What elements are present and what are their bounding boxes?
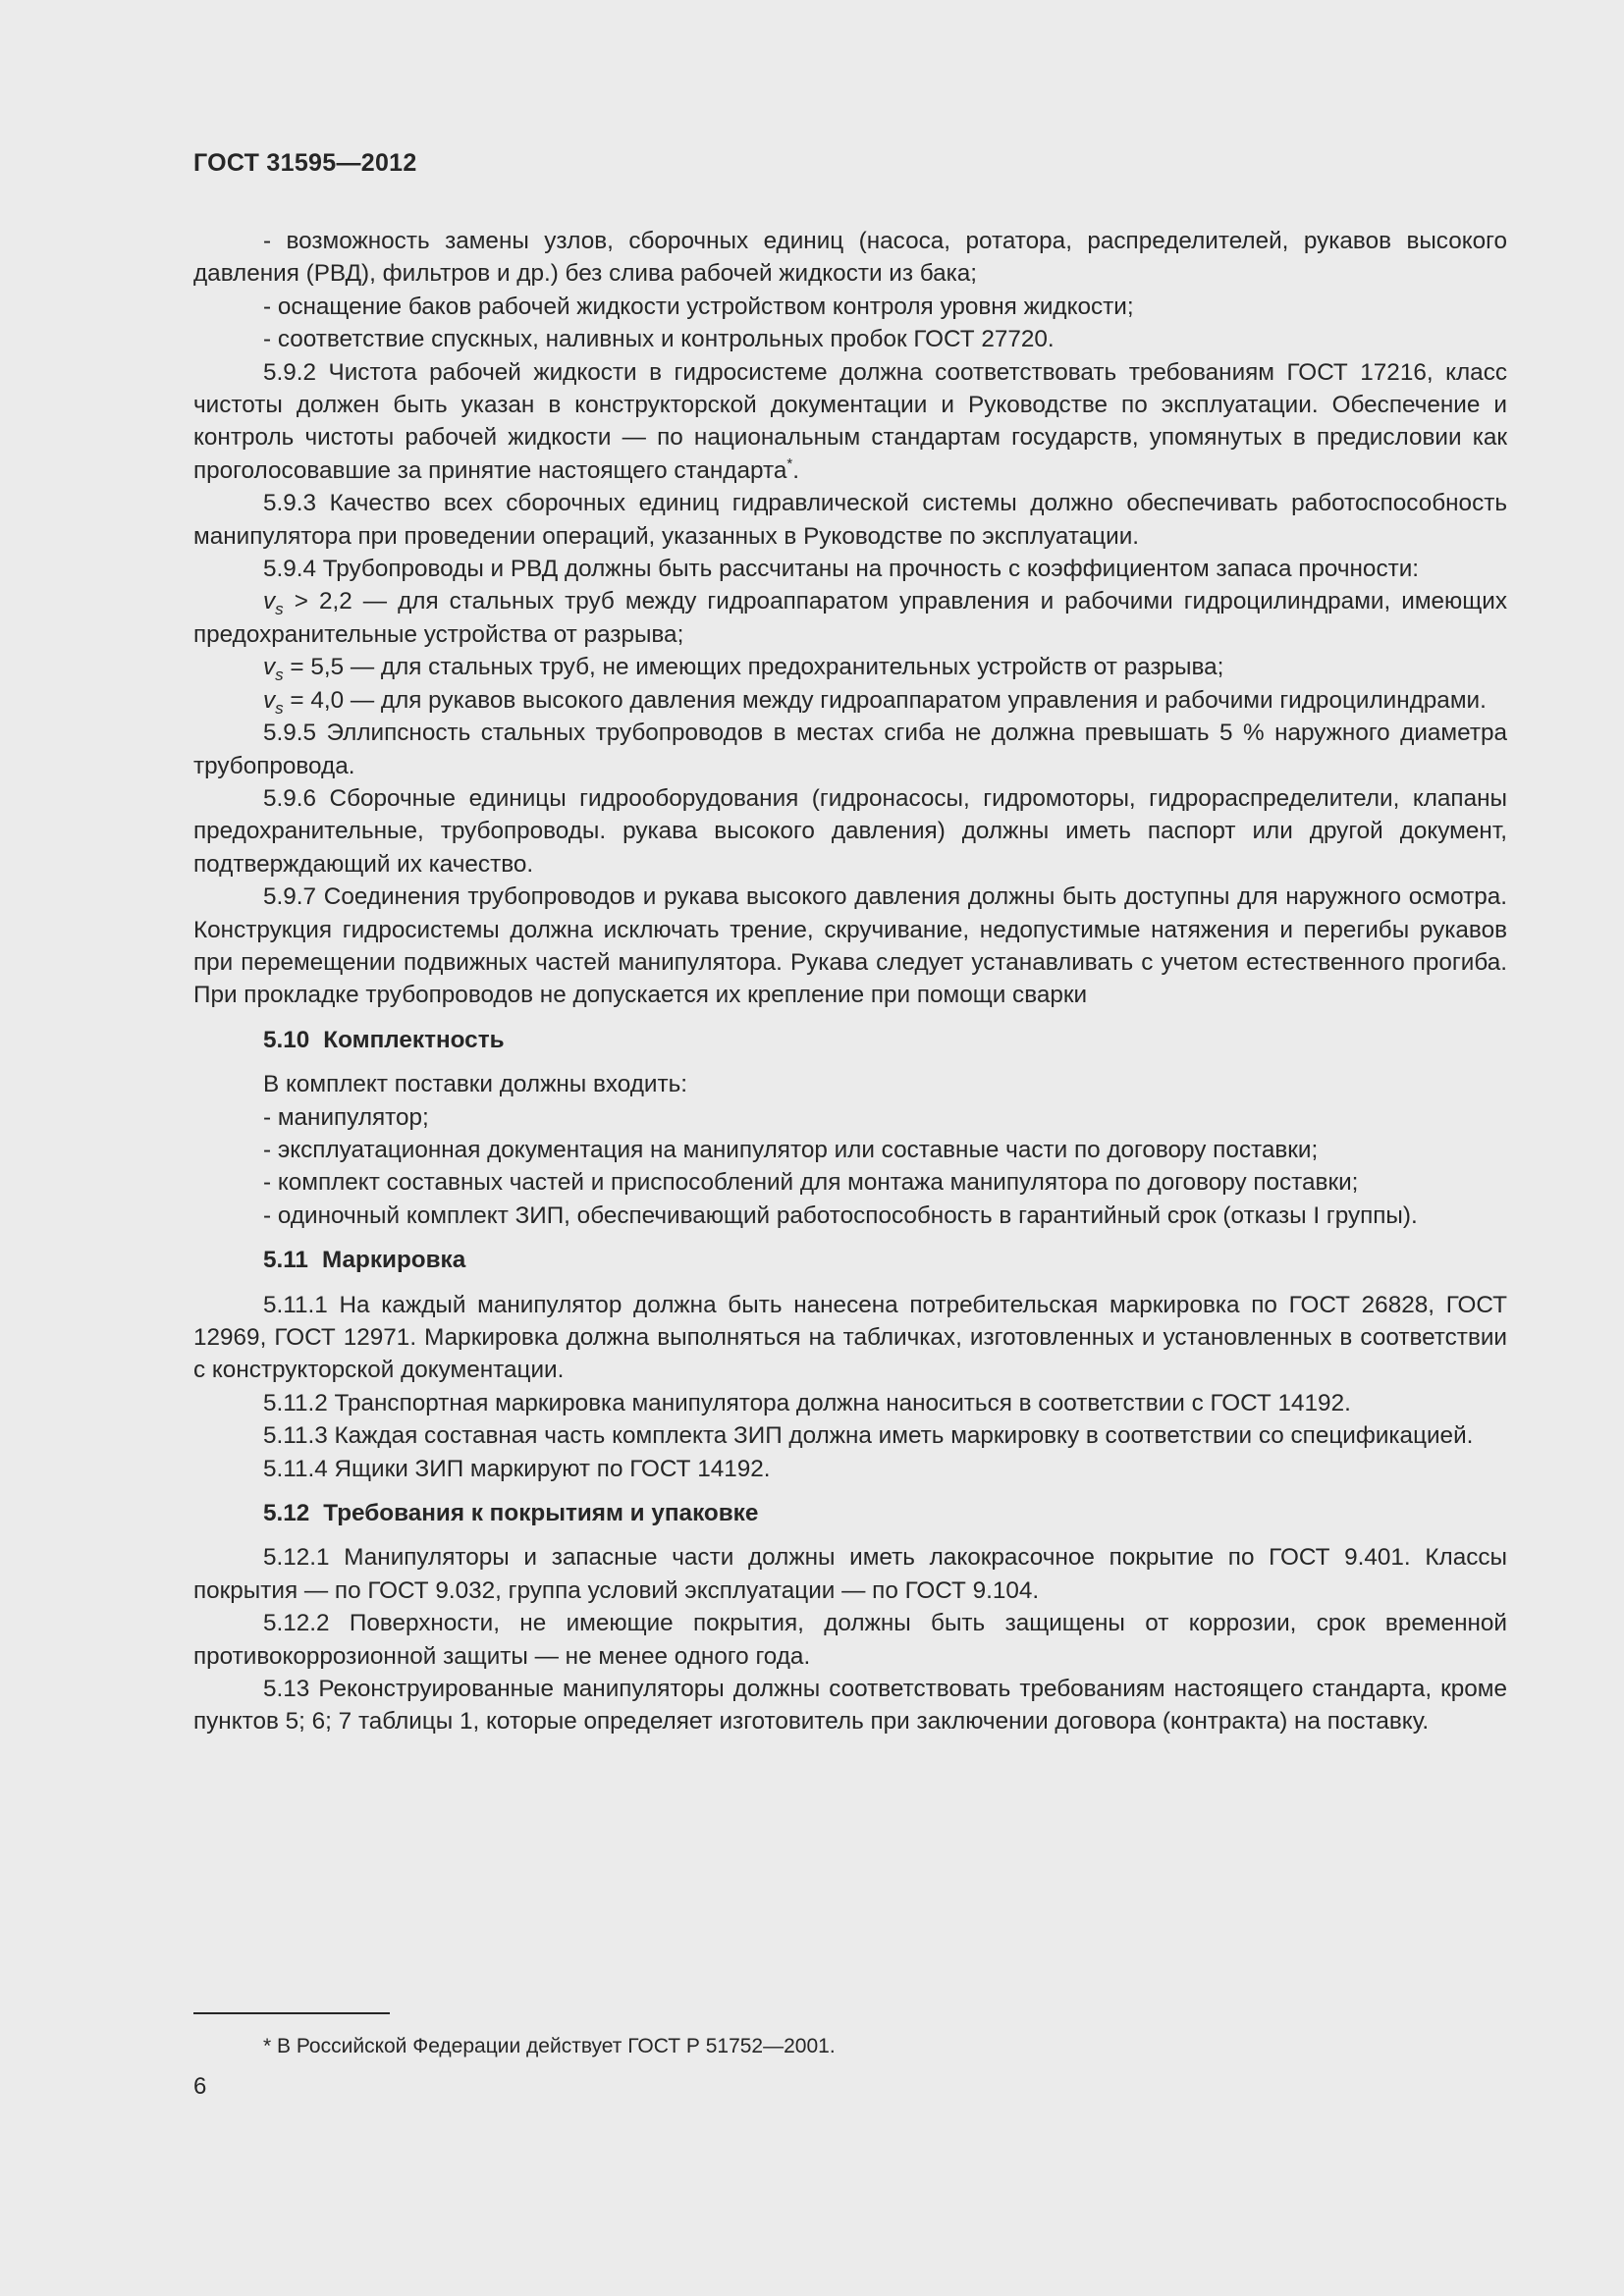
vs-text-1: > 2,2 — для стальных труб между гидроаппаратом управления и рабочими гидроцилиндрами, имеющих предохранительные устройства от разрыва; (193, 588, 1507, 648)
document-body (193, 225, 1507, 1738)
symbol-v-subscript: s (275, 666, 284, 685)
symbol-v (263, 654, 284, 685)
symbol-v-subscript: s (275, 600, 284, 619)
paragraph-5-11-4: 5.11.4 Ящики ЗИП маркируют по ГОСТ 14192. (263, 1455, 771, 1482)
paragraph-5-9-2-end: . (792, 456, 799, 484)
paragraph-5-9-5: 5.9.5 Эллипсность стальных трубопроводов в местах сгиба не должна превышать 5 % наружного диаметра трубопровода. (193, 720, 1507, 779)
paragraph-5-9-6: 5.9.6 Сборочные единицы гидрооборудования (гидронасосы, гидромоторы, гидрораспределители, клапаны предохранительные, трубопроводы. рукава высокого давления) должны иметь паспорт или другой документ, подтверждающий их качество. (193, 784, 1507, 878)
paragraph-5-11-3: 5.11.3 Каждая составная часть комплекта ЗИП должна иметь маркировку в соответствии со спецификацией. (263, 1422, 1474, 1450)
symbol-v-subscript: s (275, 698, 284, 718)
section-heading-5-12 (193, 1497, 1507, 1529)
paragraph-replacement-units: - возможность замены узлов, сборочных единиц (насоса, ротатора, распределителей, рукавов высокого давления (РВД), фильтров и др.) без слива рабочей жидкости из бака; (193, 228, 1507, 288)
section-number: 5.10 (263, 1026, 310, 1053)
section-number: 5.12 (263, 1500, 310, 1527)
footnote-divider (193, 2012, 390, 2014)
section-title: Требования к покрытиям и упаковке (323, 1500, 759, 1527)
list-item-manipulator: - манипулятор; (263, 1103, 429, 1131)
paragraph-tank-level-control: - оснащение баков рабочей жидкости устройством контроля уровня жидкости; (263, 293, 1134, 320)
section-heading-5-10 (193, 1024, 1507, 1056)
paragraph-vs-steel-with-devices (193, 585, 1507, 651)
symbol-v-letter: v (263, 588, 276, 615)
page-number: 6 (193, 2073, 207, 2100)
paragraph-5-11-1: 5.11.1 На каждый манипулятор должна быть нанесена потребительская маркировка по ГОСТ 26828, ГОСТ 12969, ГОСТ 12971. Маркировка должна выполняться на табличках, изготовленных и установленных в соответствии с конструкторской документации. (193, 1291, 1507, 1384)
section-number: 5.11 (263, 1247, 308, 1274)
paragraph-5-9-7: 5.9.7 Соединения трубопроводов и рукава высокого давления должны быть доступны для наружного осмотра. Конструкция гидросистемы должна исключать трение, скручивание, недопустимые натяжения и перегибы рукавов при перемещении подвижных частей манипулятора. Рукава следует устанавливать с учетом естественного прогиба. При прокладке трубопроводов не допускается их крепление при помощи сварки (193, 883, 1507, 1009)
section-title: Комплектность (323, 1026, 505, 1053)
section-heading-5-11 (193, 1244, 1507, 1276)
list-item-spare-parts: - одиночный комплект ЗИП, обеспечивающий работоспособность в гарантийный срок (отказы I группы). (263, 1201, 1418, 1229)
paragraph-5-10-intro: В комплект поставки должны входить: (263, 1071, 688, 1098)
paragraph-vs-steel-without-devices (193, 651, 1507, 683)
vs-text-3: = 4,0 — для рукавов высокого давления между гидроаппаратом управления и рабочими гидроцилиндрами. (283, 686, 1487, 714)
symbol-v-letter: v (263, 686, 276, 714)
paragraph-5-11-2: 5.11.2 Транспортная маркировка манипулятора должна наноситься в соответствии с ГОСТ 14192. (263, 1389, 1351, 1416)
paragraph-5-12-1: 5.12.1 Манипуляторы и запасные части должны иметь лакокрасочное покрытие по ГОСТ 9.401. Классы покрытия — по ГОСТ 9.032, группа условий эксплуатации — по ГОСТ 9.104. (193, 1544, 1507, 1604)
footnote-marker: * (786, 454, 793, 472)
paragraph-5-13: 5.13 Реконструированные манипуляторы должны соответствовать требованиям настоящего стандарта, кроме пунктов 5; 6; 7 таблицы 1, которые определяет изготовитель при заключении договора (контракта) на поставку. (193, 1676, 1507, 1735)
paragraph-5-12-2: 5.12.2 Поверхности, не имеющие покрытия, должны быть защищены от коррозии, срок временной противокоррозионной защиты — не менее одного года. (193, 1610, 1507, 1670)
symbol-v (263, 686, 284, 718)
list-item-documentation: - эксплуатационная документация на манипулятор или составные части по договору поставки; (263, 1136, 1319, 1163)
paragraph-5-9-2-text: 5.9.2 Чистота рабочей жидкости в гидросистеме должна соответствовать требованиям ГОСТ 17216, класс чистоты должен быть указан в конструкторской документации и Руководстве по эксплуатации. Обеспечение и контроль чистоты рабочей жидкости — по национальным стандартам государств, упомянутых в предисловии как проголосовавшие за принятие настоящего стандарта (193, 358, 1507, 484)
paragraph-vs-hoses (193, 684, 1507, 717)
footnote: * В Российской Федерации действует ГОСТ Р 51752—2001. (263, 2035, 836, 2057)
symbol-v (263, 588, 284, 619)
vs-text-2: = 5,5 — для стальных труб, не имеющих предохранительных устройств от разрыва; (283, 654, 1224, 681)
paragraph-5-9-4: 5.9.4 Трубопроводы и РВД должны быть рассчитаны на прочность с коэффициентом запаса прочности: (263, 556, 1420, 583)
section-title: Маркировка (321, 1247, 466, 1274)
paragraph-5-9-2 (193, 356, 1507, 488)
symbol-v-letter: v (263, 654, 276, 681)
list-item-mounting-kit: - комплект составных частей и приспособлений для монтажа манипулятора по договору поставки; (263, 1169, 1359, 1197)
document-header: ГОСТ 31595—2012 (193, 149, 417, 177)
paragraph-drain-plugs: - соответствие спускных, наливных и контрольных пробок ГОСТ 27720. (263, 326, 1055, 353)
paragraph-5-9-3: 5.9.3 Качество всех сборочных единиц гидравлической системы должно обеспечивать работоспособность манипулятора при проведении операций, указанных в Руководстве по эксплуатации. (193, 490, 1507, 550)
